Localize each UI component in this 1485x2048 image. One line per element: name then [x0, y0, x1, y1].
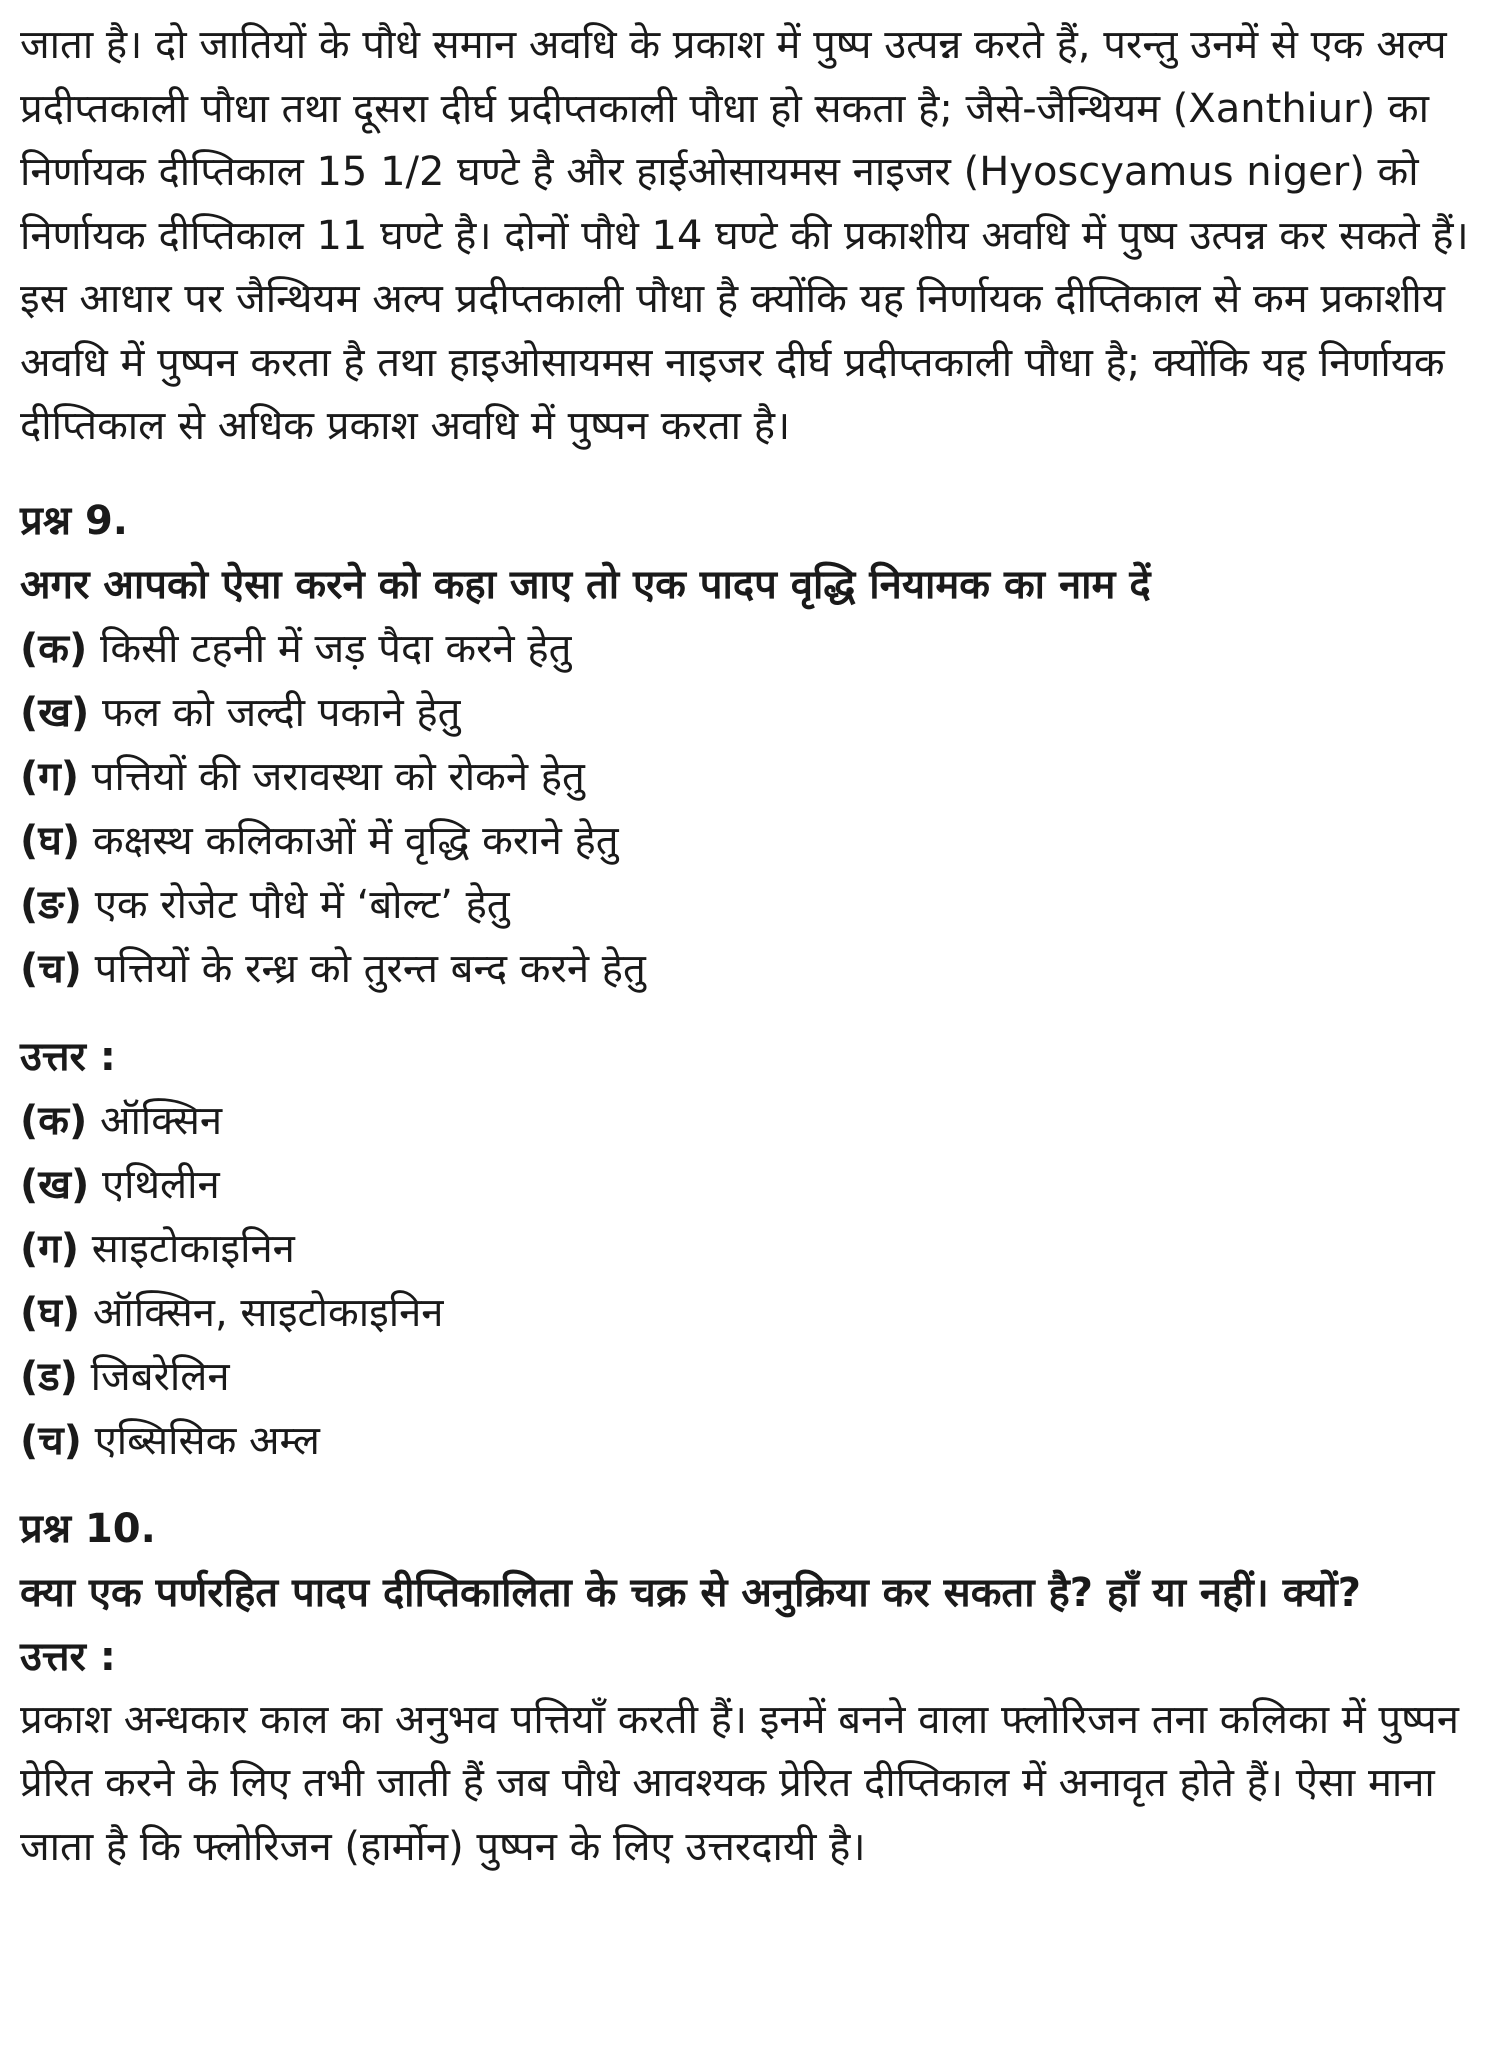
answer-label: (च) — [20, 1417, 82, 1464]
option-text: कक्षस्थ कलिकाओं में वृद्धि कराने हेतु — [80, 817, 619, 864]
answer-item — [20, 1153, 1471, 1217]
answer-10-text: प्रकाश अन्धकार काल का अनुभव पत्तियाँ करती हैं। इनमें बनने वाला फ्लोरिजन तना कलिका में पुष्पन प्रेरित करने के लिए तभी जाती हैं जब पौधे आवश्यक प्रेरित दीप्तिकाल में अनावृत होते हैं। ऐसा माना जाता है कि फ्लोरिजन (हार्मोन) पुष्पन के लिए उत्तरदायी है। — [20, 1696, 1459, 1870]
option-text: किसी टहनी में जड़ पैदा करने हेतु — [87, 625, 572, 672]
answer-10-label: उत्तर : — [20, 1633, 116, 1680]
question-10-label: प्रश्न 10. — [20, 1505, 156, 1552]
option-text: फल को जल्दी पकाने हेतु — [89, 689, 461, 736]
question-10-text: क्या एक पर्णरहित पादप दीप्तिकालिता के चक्र से अनुक्रिया कर सकता है? हाँ या नहीं। क्यों? — [20, 1569, 1361, 1616]
option-text: पत्तियों के रन्ध्र को तुरन्त बन्द करने हेतु — [81, 945, 646, 992]
option-label: (क) — [20, 625, 88, 672]
intro-paragraph: जाता है। दो जातियों के पौधे समान अवधि के प्रकाश में पुष्प उत्पन्न करते हैं, परन्तु उनमें से एक अल्प प्रदीप्तकाली पौधा तथा दूसरा दीर्घ प्रदीप्तकाली पौधा हो सकता है; जैसे-जैन्थियम (Xanthiur) का निर्णायक दीप्तिकाल 15 1/2 घण्टे है और हाईओसायमस नाइजर (Hyoscyamus niger) को निर्णायक दीप्तिकाल 11 घण्टे है। दोनों पौधे 14 घण्टे की प्रकाशीय अवधि में पुष्प उत्पन्न कर सकते हैं। इस आधार पर जैन्थियम अल्प प्रदीप्तकाली पौधा है क्योंकि यह निर्णायक दीप्तिकाल से कम प्रकाशीय अवधि में पुष्पन करता है तथा हाइओसायमस नाइजर दीर्घ प्रदीप्तकाली पौधा है; क्योंकि यह निर्णायक दीप्तिकाल से अधिक प्रकाश अवधि में पुष्पन करता है। — [20, 22, 1469, 449]
option-item — [20, 937, 1471, 1001]
answer-text: ऑक्सिन — [87, 1097, 223, 1144]
answer-label: (ग) — [20, 1225, 80, 1272]
answer-text: ऑक्सिन, साइटोकाइनिन — [80, 1289, 444, 1336]
question-9-label: प्रश्न 9. — [20, 497, 128, 544]
option-item — [20, 809, 1471, 873]
answer-text: एब्सिसिक अम्ल — [81, 1417, 320, 1464]
option-item — [20, 873, 1471, 937]
answer-text: साइटोकाइनिन — [79, 1225, 295, 1272]
option-label: (घ) — [20, 817, 81, 864]
option-item — [20, 617, 1471, 681]
answer-item — [20, 1281, 1471, 1345]
option-item — [20, 745, 1471, 809]
answer-label: (ड) — [20, 1353, 78, 1400]
spacer — [20, 1001, 1471, 1025]
option-label: (ङ) — [20, 881, 83, 928]
answer-item — [20, 1345, 1471, 1409]
answer-label: (घ) — [20, 1289, 81, 1336]
answer-item — [20, 1089, 1471, 1153]
answer-item — [20, 1409, 1471, 1473]
spacer — [20, 459, 1471, 489]
question-9-text: अगर आपको ऐसा करने को कहा जाए तो एक पादप वृद्धि नियामक का नाम दें — [20, 561, 1151, 608]
option-label: (ख) — [20, 689, 90, 736]
option-label: (च) — [20, 945, 82, 992]
answer-label: (ख) — [20, 1161, 90, 1208]
option-text: एक रोजेट पौधे में ‘बोल्ट’ हेतु — [82, 881, 510, 928]
option-label: (ग) — [20, 753, 80, 800]
spacer — [20, 1473, 1471, 1497]
option-text: पत्तियों की जरावस्था को रोकने हेतु — [79, 753, 585, 800]
option-item — [20, 681, 1471, 745]
answer-9-list — [20, 1089, 1471, 1473]
question-10 — [20, 1497, 1471, 1880]
answer-item — [20, 1217, 1471, 1281]
answer-text: जिबरेलिन — [77, 1353, 230, 1400]
answer-9-label: उत्तर : — [20, 1033, 116, 1080]
question-9-options — [20, 617, 1471, 1001]
question-9 — [20, 489, 1471, 1473]
answer-text: एथिलीन — [89, 1161, 220, 1208]
answer-label: (क) — [20, 1097, 88, 1144]
